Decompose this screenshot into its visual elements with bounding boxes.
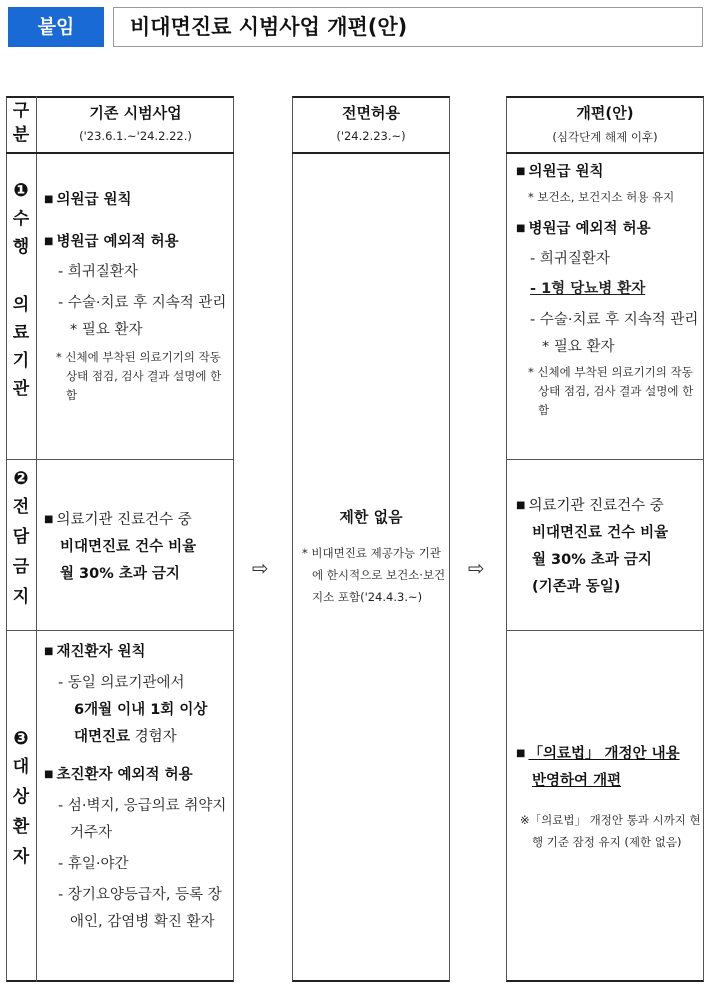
revised-row-2 xyxy=(516,492,700,601)
existing-footnote: * 신체에 부착된 의료기기의 작동상태 점검, 검사 결과 설명에 한함 xyxy=(56,350,222,402)
existing-line: 비대면진료 건수 비율 xyxy=(60,539,197,555)
divider xyxy=(506,630,704,631)
category-2-number: ❷ xyxy=(13,468,29,489)
existing-dash-item: - 섬·벽지, 응급의료 취약지 거주자 xyxy=(58,798,227,841)
square-bullet-icon: ■ xyxy=(516,748,526,759)
square-bullet-icon: ■ xyxy=(44,236,54,247)
divider xyxy=(36,96,37,982)
divider xyxy=(6,630,234,631)
existing-bullet: ■ 재진환자 원칙 xyxy=(44,644,146,660)
revised-bullet: ■ 병원급 예외적 허용 xyxy=(516,221,651,237)
category-2-char: 금 xyxy=(12,557,30,577)
divider xyxy=(506,459,704,460)
category-2-char: 전 xyxy=(12,497,30,517)
square-bullet-icon: ■ xyxy=(44,514,54,525)
full-footnote: * 비대면진료 제공가능 기관에 한시적으로 보건소·보건지소 포함('24.4.3.~) xyxy=(302,546,446,604)
category-1-char: 수 xyxy=(12,209,30,229)
existing-dash-item: - 장기요양등급자, 등록 장애인, 감염병 확진 환자 xyxy=(58,887,222,930)
square-bullet-icon: ■ xyxy=(516,166,526,177)
existing-header-period: ('23.6.1.~'24.2.22.) xyxy=(79,129,192,143)
category-3-char: 대 xyxy=(12,757,30,777)
category-2-char: 담 xyxy=(12,527,30,547)
revised-dash-item-new: - 1형 당뇨병 환자 xyxy=(530,281,646,297)
revised-line: 월 30% 초과 금지 xyxy=(532,552,652,568)
existing-line: 대면진료 경험자 xyxy=(74,729,177,745)
full-main-text: 제한 없음 xyxy=(339,508,403,526)
existing-dash-item: - 수술·치료 후 지속적 관리* 필요 환자 xyxy=(58,295,227,338)
revised-row-3 xyxy=(516,740,702,853)
category-1-char: 관 xyxy=(12,379,30,399)
category-2-char: 지 xyxy=(12,587,30,607)
square-bullet-icon: ■ xyxy=(44,769,54,780)
existing-row-3 xyxy=(44,638,232,936)
square-bullet-icon: ■ xyxy=(44,194,54,205)
full-permission-table xyxy=(292,96,450,982)
revised-header-period: (심각단계 해제 이후) xyxy=(552,130,658,144)
revised-footnote: * 보건소, 보건지소 허용 유지 xyxy=(528,190,675,204)
revised-bullet: ■ 의원급 원칙 xyxy=(516,164,604,180)
category-1-char: 료 xyxy=(12,323,30,343)
existing-row-1 xyxy=(44,188,230,405)
square-bullet-icon: ■ xyxy=(44,646,54,657)
category-header-bottom: 분 xyxy=(12,125,30,145)
square-bullet-icon: ■ xyxy=(516,500,526,511)
category-3-number: ❸ xyxy=(13,728,29,749)
revised-line: (기존과 동일) xyxy=(532,579,621,595)
existing-bullet: ■ 초진환자 예외적 허용 xyxy=(44,767,193,783)
existing-dash-item: - 휴일·야간 xyxy=(58,856,129,872)
category-1-char: 기 xyxy=(12,351,30,371)
revised-dash-item: - 수술·치료 후 지속적 관리* 필요 환자 xyxy=(530,312,699,355)
existing-line: ■ 의료기관 진료건수 중 xyxy=(44,512,192,528)
category-3-char: 환 xyxy=(12,817,30,837)
revised-bullet: ■ 「의료법」 개정안 내용 xyxy=(516,746,680,762)
existing-row-2 xyxy=(44,506,230,588)
full-header-period: ('24.2.23.~) xyxy=(336,129,406,143)
divider xyxy=(6,152,234,154)
divider xyxy=(292,152,450,154)
revised-dash-item: - 희귀질환자 xyxy=(530,251,610,267)
page-title: 비대면진료 시범사업 개편(안) xyxy=(113,7,703,47)
revised-footnote: * 신체에 부착된 의료기기의 작동상태 점검, 검사 결과 설명에 한함 xyxy=(528,365,694,417)
revised-line: ■ 의료기관 진료건수 중 xyxy=(516,498,664,514)
divider xyxy=(506,152,704,154)
category-header-top: 구 xyxy=(12,101,30,121)
category-1-char: 의 xyxy=(12,295,30,315)
existing-header-title: 기존 시범사업 xyxy=(89,104,182,122)
arrow-right-icon: ⇨ xyxy=(252,556,269,580)
category-2-label xyxy=(8,468,34,608)
existing-bullet: ■ 의원급 원칙 xyxy=(44,192,132,208)
category-1-char: 행 xyxy=(12,237,30,257)
revised-header-title: 개편(안) xyxy=(576,104,634,122)
revised-footnote: ※「의료법」 개정안 통과 시까지 현행 기준 잠정 유지 (제한 없음) xyxy=(520,813,701,849)
arrow-right-icon: ⇨ xyxy=(468,556,485,580)
existing-dash-item: - 희귀질환자 xyxy=(58,264,138,280)
existing-emph: 6개월 이내 1회 이상 xyxy=(74,702,208,718)
revised-row-1 xyxy=(516,160,700,420)
category-3-char: 상 xyxy=(12,787,30,807)
divider xyxy=(6,459,234,460)
existing-line: 월 30% 초과 금지 xyxy=(60,566,180,582)
category-3-char: 자 xyxy=(12,847,30,867)
full-header-title: 전면허용 xyxy=(342,104,400,122)
category-1-number: ❶ xyxy=(13,180,29,201)
category-3-label xyxy=(8,728,34,868)
revised-line: 반영하여 개편 xyxy=(532,773,622,789)
category-1-label xyxy=(8,180,34,400)
revised-line: 비대면진료 건수 비율 xyxy=(532,525,669,541)
square-bullet-icon: ■ xyxy=(516,223,526,234)
existing-bullet: ■ 병원급 예외적 허용 xyxy=(44,234,179,250)
attachment-badge: 붙임 xyxy=(8,7,104,47)
existing-dash-item: - 동일 의료기관에서 xyxy=(58,675,185,691)
